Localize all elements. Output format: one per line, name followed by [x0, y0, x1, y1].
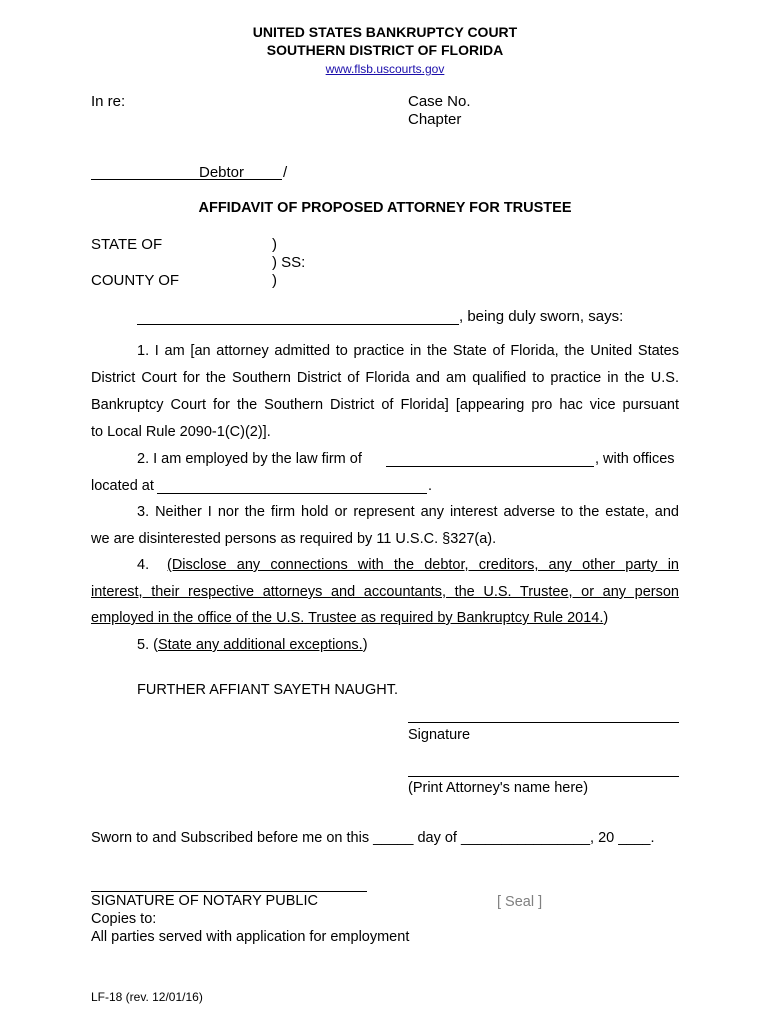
paragraph-1-line-1: 1. I am [an attorney admitted to practice in the State of Florida, the United States [137, 343, 679, 359]
paragraph-3-line-2: we are disinterested persons as required by 11 U.S.C. §327(a). [91, 531, 497, 547]
paragraph-5-row [137, 637, 368, 653]
court-name-line1: UNITED STATES BANKRUPTCY COURT [252, 24, 518, 40]
notary-sworn-line: Sworn to and Subscribed before me on this _____ day of ________________, 20 ____. [91, 830, 655, 846]
document-title: AFFIDAVIT OF PROPOSED ATTORNEY FOR TRUSTEE [198, 200, 572, 216]
court-website-row [0, 60, 770, 77]
office-address-line[interactable] [157, 493, 427, 494]
paragraph-5-number: 5. ( [137, 637, 158, 653]
form-identifier: LF-18 (rev. 12/01/16) [91, 990, 203, 1004]
court-website-link[interactable]: www.flsb.uscourts.gov [325, 62, 445, 76]
case-no-label: Case No. [408, 93, 471, 110]
signature-label: Signature [408, 727, 471, 743]
caption-slash: / [283, 164, 288, 181]
paragraph-2-start: 2. I am employed by the law firm of [137, 451, 362, 467]
paragraph-2-end: , with offices [595, 451, 675, 467]
venue-paren-1: ) [272, 236, 277, 253]
paragraph-4-close: ) [603, 610, 609, 626]
in-re-label: In re: [91, 93, 126, 110]
affiant-name-line[interactable] [137, 324, 459, 325]
print-name-line[interactable] [408, 776, 679, 777]
sworn-intro-text: , being duly sworn, says: [459, 308, 624, 325]
notary-signature-line[interactable] [91, 891, 367, 892]
paragraph-4-number: 4. [137, 557, 150, 573]
further-affiant-text: FURTHER AFFIANT SAYETH NAUGHT. [137, 682, 399, 698]
paragraph-4-line-2: interest, their respective attorneys and accountants, the U.S. Trustee, or any person [91, 584, 679, 600]
paragraph-3-line-1: 3. Neither I nor the firm hold or represent any interest adverse to the estate, and [137, 504, 679, 520]
debtor-name-line[interactable] [91, 179, 282, 180]
print-name-label: (Print Attorney's name here) [408, 780, 589, 796]
venue-paren-3: ) [272, 272, 277, 289]
court-name-line2: SOUTHERN DISTRICT OF FLORIDA [266, 42, 504, 58]
law-firm-line[interactable] [386, 466, 594, 467]
paragraph-5-text: State any additional exceptions. [157, 637, 363, 653]
venue-ss-label: ) SS: [272, 254, 306, 271]
paragraph-4-line-3: employed in the office of the U.S. Trustee as required by Bankruptcy Rule 2014. [91, 610, 604, 626]
paragraph-1-line-4: to Local Rule 2090-1(C)(2)]. [91, 424, 271, 440]
notary-signature-label: SIGNATURE OF NOTARY PUBLIC [91, 893, 318, 909]
seal-placeholder: [ Seal ] [497, 894, 543, 910]
county-of-label: COUNTY OF [91, 272, 180, 289]
paragraph-4-line-3-row [91, 610, 608, 626]
copies-to-parties: All parties served with application for employment [91, 929, 410, 945]
paragraph-1-line-2: District Court for the Southern District of Florida and am qualified to practice in the U.S. [91, 370, 679, 386]
state-of-label: STATE OF [91, 236, 163, 253]
located-at-label: located at [91, 478, 154, 494]
located-at-period: . [428, 478, 433, 494]
signature-line[interactable] [408, 722, 679, 723]
paragraph-4-line-1: (Disclose any connections with the debtor, creditors, any other party in [167, 557, 679, 573]
chapter-label: Chapter [408, 111, 462, 128]
debtor-label: Debtor [199, 164, 245, 181]
paragraph-1-line-3: Bankruptcy Court for the Southern District of Florida] [appearing pro hac vice pursuant [91, 397, 679, 413]
copies-to-label: Copies to: [91, 911, 157, 927]
paragraph-5-close: ) [362, 637, 368, 653]
